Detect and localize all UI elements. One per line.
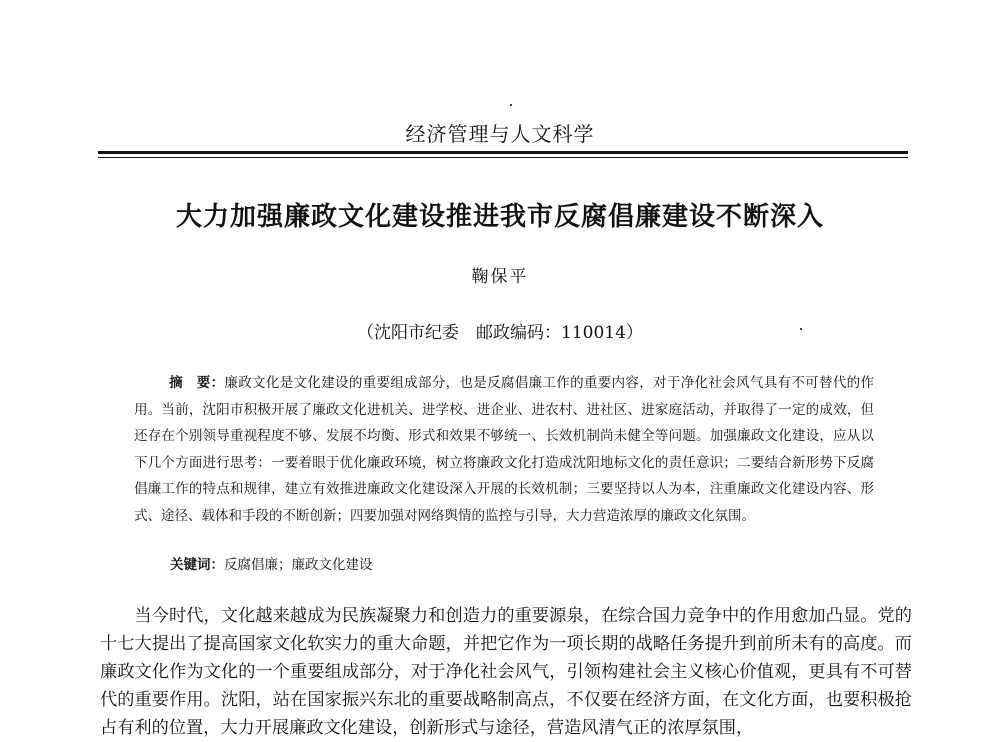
scan-speck <box>510 104 512 106</box>
keywords-label: 关键词： <box>170 557 224 573</box>
header-rule-thick <box>98 151 908 154</box>
author-affiliation: （沈阳市纪委 邮政编码：110014） <box>357 323 643 343</box>
keywords-line <box>170 553 373 573</box>
body-paragraph: 当今时代，文化越来越成为民族凝聚力和创造力的重要源泉，在综合国力竞争中的作用愈加凸显。党的十七大提出了提高国家文化软实力的重大命题，并把它作为一项长期的战略任务提升到前所未有的高度。而廉政文化作为文化的一个重要组成部分，对于净化社会风气，引领构建社会主义核心价值观，更具有不可替代的重要作用。沈阳，站在国家振兴东北的重要战略制高点，不仅要在经济方面，在文化方面，也要积极抢占有利的位置，大力开展廉政文化建设，创新形式与途径，营造风清气正的浓厚氛围， <box>100 606 912 738</box>
article-author: 鞠保平 <box>471 267 529 287</box>
keywords-text: 反腐倡廉；廉政文化建设 <box>224 557 373 573</box>
abstract-paragraph <box>134 370 874 529</box>
scan-speck <box>800 328 802 330</box>
header-rule-thin <box>98 157 908 158</box>
journal-section-header: 经济管理与人文科学 <box>405 122 595 146</box>
article-title: 大力加强廉政文化建设推进我市反腐倡廉建设不断深入 <box>175 202 824 232</box>
abstract-text: 廉政文化是文化建设的重要组成部分，也是反腐倡廉工作的重要内容，对于净化社会风气具有不可替代的作用。当前，沈阳市积极开展了廉政文化进机关、进学校、进企业、进农村、进社区、进家庭活动，并取得了一定的成效，但还存在个别领导重视程度不够、发展不均衡、形式和效果不够统一、长效机制尚未健全等问题。加强廉政文化建设，应从以下几个方面进行思考：一要着眼于优化廉政环境，树立将廉政文化打造成沈阳地标文化的责任意识；二要结合新形势下反腐倡廉工作的特点和规律，建立有效推进廉政文化建设深入开展的长效机制；三要坚持以人为本，注重廉政文化建设内容、形式、途径、载体和手段的不断创新；四要加强对网络舆情的监控与引导，大力营造浓厚的廉政文化氛围。 <box>134 375 874 524</box>
abstract-label: 摘 要： <box>169 375 225 391</box>
